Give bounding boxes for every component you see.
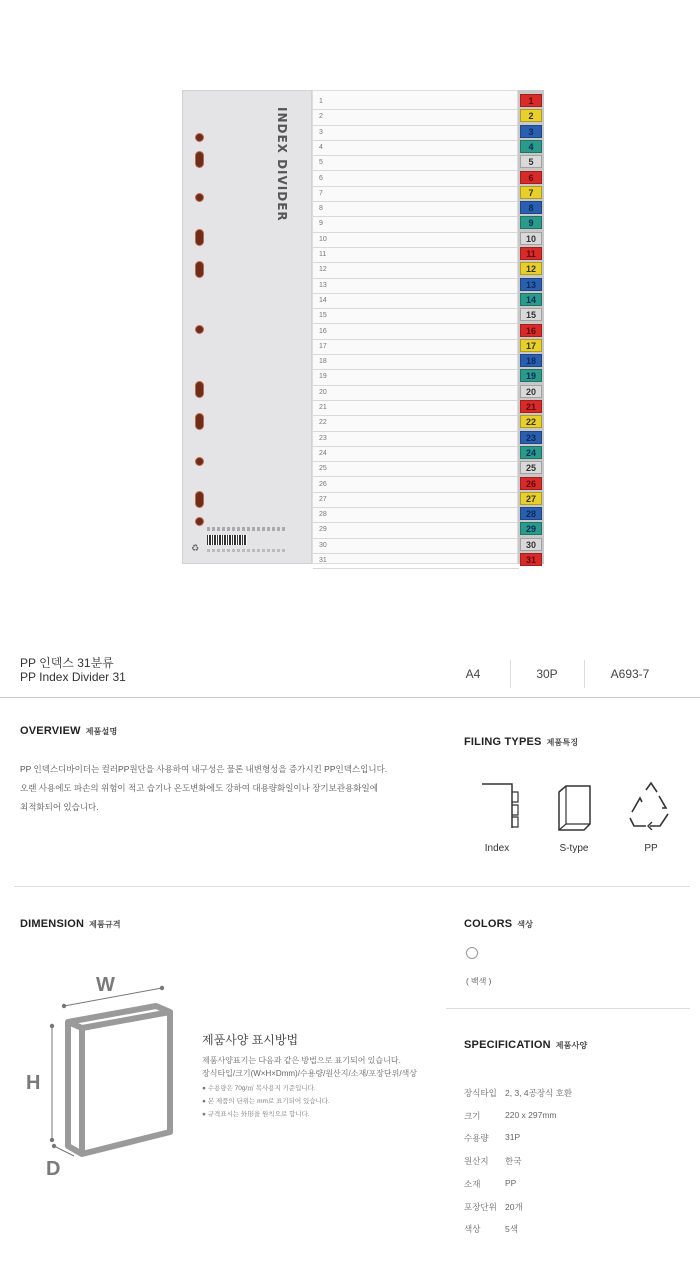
overview-line: 최적화되어 있습니다. — [20, 802, 99, 812]
filing-types-subtitle: 제품특징 — [546, 738, 579, 747]
s-type-icon — [554, 782, 594, 834]
index-row-number: 30 — [319, 541, 327, 549]
colors-subtitle: 색상 — [517, 920, 534, 929]
index-row — [313, 202, 519, 217]
color-swatch-white — [466, 947, 478, 959]
index-row — [313, 416, 519, 431]
recycle-pp-icon — [626, 780, 676, 830]
index-tab: 27 — [520, 492, 542, 505]
board-title: INDEX DIVIDER — [275, 107, 289, 222]
index-row-number: 9 — [319, 220, 323, 228]
filing-type-label: PP — [644, 843, 658, 854]
spec-value: 220 x 297mm — [505, 1109, 557, 1120]
punch-hole — [195, 491, 204, 508]
dimension-text: 제품사양표기는 다음과 같은 방법으로 표기되어 있습니다. — [202, 1056, 401, 1065]
index-row-number: 16 — [319, 327, 327, 335]
index-tab: 2 — [520, 109, 542, 122]
overview-title: OVERVIEW — [20, 725, 81, 737]
punch-hole — [195, 325, 204, 334]
index-row-number: 22 — [319, 419, 327, 427]
color-name: ( 백색 ) — [466, 977, 492, 986]
filing-types-heading — [464, 736, 578, 748]
spec-label: 색상 — [464, 1224, 481, 1235]
filing-type-label: Index — [484, 843, 510, 854]
section-divider — [446, 1008, 690, 1009]
index-row-number: 31 — [319, 557, 327, 564]
index-type-icon — [478, 780, 520, 832]
index-row — [313, 263, 519, 278]
index-row — [313, 554, 519, 569]
index-row — [313, 294, 519, 309]
punch-hole — [195, 229, 204, 246]
index-row — [313, 187, 519, 202]
spec-label: 포장단위 — [464, 1201, 497, 1212]
index-row-number: 24 — [319, 449, 327, 457]
index-row — [313, 126, 519, 141]
spec-value: 한국 — [505, 1156, 522, 1167]
index-row-number: 5 — [319, 159, 323, 167]
index-row — [313, 355, 519, 370]
height-label: H — [26, 1072, 41, 1094]
index-tab: 14 — [520, 293, 542, 306]
index-tab: 11 — [520, 247, 542, 260]
index-row — [313, 156, 519, 171]
product-code: A693-7 — [610, 667, 650, 681]
product-count: 30P — [536, 667, 558, 681]
index-tab: 4 — [520, 140, 542, 153]
index-tab: 9 — [520, 216, 542, 229]
index-tab: 10 — [520, 232, 542, 245]
index-tab: 15 — [520, 308, 542, 321]
index-row — [313, 172, 519, 187]
colors-heading — [464, 918, 533, 930]
width-label: W — [96, 974, 115, 996]
depth-label: D — [46, 1158, 61, 1180]
product-image — [182, 88, 544, 568]
index-row — [313, 462, 519, 477]
section-divider — [14, 886, 690, 887]
dimension-heading-text: 제품사양 표시방법 — [202, 1033, 299, 1047]
product-name-en: PP Index Divider 31 — [20, 670, 126, 684]
index-row-number: 6 — [319, 174, 323, 182]
spec-label: 크기 — [464, 1110, 481, 1121]
index-row — [313, 309, 519, 324]
index-tab: 12 — [520, 262, 542, 275]
spec-value: 31P — [505, 1132, 521, 1143]
spec-label: 장식타입 — [464, 1088, 497, 1098]
spec-value: 2, 3, 4공장식 호환 — [505, 1088, 573, 1098]
filing-type-label: S-type — [559, 843, 589, 854]
index-tab: 16 — [520, 324, 542, 337]
index-row — [313, 432, 519, 447]
index-row — [313, 539, 519, 554]
punch-hole — [195, 261, 204, 278]
recycle-icon: ♻ — [191, 543, 200, 553]
index-row — [313, 493, 519, 508]
index-tab: 25 — [520, 461, 542, 474]
index-row-number: 8 — [319, 205, 323, 213]
overview-subtitle: 제품설명 — [85, 727, 118, 736]
punch-hole — [195, 517, 204, 526]
index-tab: 1 — [520, 94, 542, 107]
index-tab: 13 — [520, 278, 542, 291]
index-row-number: 27 — [319, 495, 327, 503]
spec-label: 수용량 — [464, 1133, 489, 1144]
punch-hole — [195, 151, 204, 168]
overview-text — [20, 760, 387, 817]
index-tab: 23 — [520, 431, 542, 444]
index-row-number: 13 — [319, 281, 327, 289]
product-name-ko: PP 인덱스 31분류 — [20, 656, 114, 670]
dimension-subtitle: 제품규격 — [89, 920, 121, 929]
index-row-number: 7 — [319, 189, 323, 197]
overview-heading — [20, 725, 117, 737]
punch-hole — [195, 413, 204, 430]
punch-hole — [195, 133, 204, 142]
index-row — [313, 401, 519, 416]
index-tab: 26 — [520, 477, 542, 490]
specification-subtitle: 제품사양 — [555, 1041, 588, 1050]
punch-hole — [195, 457, 204, 466]
index-tab: 22 — [520, 415, 542, 428]
index-tab: 17 — [520, 339, 542, 352]
index-row — [313, 110, 519, 125]
punch-hole — [195, 193, 204, 202]
index-tab: 18 — [520, 354, 542, 367]
binder-diagram — [44, 980, 184, 1160]
color-tabs — [518, 90, 544, 564]
index-tab: 5 — [520, 155, 542, 168]
index-row — [313, 233, 519, 248]
dimension-heading — [20, 918, 121, 930]
index-row-number: 4 — [319, 143, 323, 151]
index-row — [313, 478, 519, 493]
index-row — [313, 95, 519, 110]
dimension-note: ● 본 제품의 단위는 mm로 표기되어 있습니다. — [202, 1098, 330, 1105]
index-row-number: 17 — [319, 342, 327, 350]
index-row-number: 21 — [319, 404, 327, 411]
index-tab: 29 — [520, 522, 542, 535]
barcode — [207, 535, 247, 545]
index-tab: 8 — [520, 201, 542, 214]
divider-board — [182, 90, 312, 564]
index-row-number: 11 — [319, 251, 327, 258]
index-row-number: 10 — [319, 235, 327, 243]
index-row-number: 23 — [319, 434, 327, 442]
index-row — [313, 370, 519, 385]
overview-line: PP 인덱스디바이더는 컬러PP원단을 사용하여 내구성은 물론 내변형성을 증가시킨 PP인덱스입니다. — [20, 764, 388, 774]
punch-hole — [195, 381, 204, 398]
colors-title: COLORS — [464, 918, 513, 930]
index-row-number: 12 — [319, 266, 327, 274]
dimension-note: ● 수용량은 70g/㎡ 복사용지 기준입니다. — [202, 1085, 316, 1092]
product-size: A4 — [465, 667, 481, 681]
product-title-row — [0, 650, 700, 698]
index-row — [313, 279, 519, 294]
dimension-title: DIMENSION — [20, 918, 85, 930]
index-row — [313, 141, 519, 156]
overview-line: 오랜 사용에도 파손의 위험이 적고 습기나 온도변화에도 강하여 대용량화일이나 장기보관용화일에 — [20, 783, 378, 793]
index-tab: 7 — [520, 186, 542, 199]
index-row-number: 25 — [319, 465, 327, 473]
index-tab: 20 — [520, 385, 542, 398]
index-row-number: 28 — [319, 511, 327, 519]
index-row-number: 29 — [319, 526, 327, 534]
dimension-text: 장식타입/크기(W×H×Dmm)/수용량/원산지/소재/포장단위/색상 — [202, 1069, 417, 1078]
index-row — [313, 523, 519, 538]
specification-title: SPECIFICATION — [464, 1039, 551, 1051]
index-row-number: 19 — [319, 373, 327, 381]
spec-value: PP — [505, 1177, 517, 1188]
index-row — [313, 508, 519, 523]
index-row-number: 20 — [319, 388, 327, 396]
spec-value: 20개 — [505, 1201, 523, 1212]
label-text — [207, 527, 287, 531]
index-row — [313, 386, 519, 401]
index-tab: 21 — [520, 400, 542, 413]
index-row — [313, 447, 519, 462]
index-tab: 6 — [520, 171, 542, 184]
index-row-number: 26 — [319, 480, 327, 488]
index-tab: 24 — [520, 446, 542, 459]
index-row-number: 15 — [319, 312, 327, 320]
spec-label: 원산지 — [464, 1156, 489, 1167]
filing-types-title: FILING TYPES — [464, 736, 542, 748]
index-row-number: 3 — [319, 128, 323, 136]
index-row — [313, 340, 519, 355]
index-row-number: 2 — [319, 113, 323, 121]
index-tab: 19 — [520, 369, 542, 382]
spec-label: 소재 — [464, 1178, 481, 1189]
index-tab: 30 — [520, 538, 542, 551]
index-row-number: 14 — [319, 296, 327, 304]
index-row — [313, 248, 519, 263]
index-tab: 3 — [520, 125, 542, 138]
index-row — [313, 217, 519, 232]
label-text — [207, 549, 287, 552]
index-row-number: 18 — [319, 358, 327, 366]
spec-value: 5색 — [505, 1224, 518, 1235]
index-tab: 31 — [520, 553, 542, 566]
index-row-number: 1 — [319, 98, 323, 105]
specification-heading — [464, 1039, 587, 1051]
index-row — [313, 325, 519, 340]
dimension-note: ● 규격표시는 外形을 원칙으로 합니다. — [202, 1111, 310, 1118]
index-sheet — [312, 90, 518, 564]
index-tab: 28 — [520, 507, 542, 520]
